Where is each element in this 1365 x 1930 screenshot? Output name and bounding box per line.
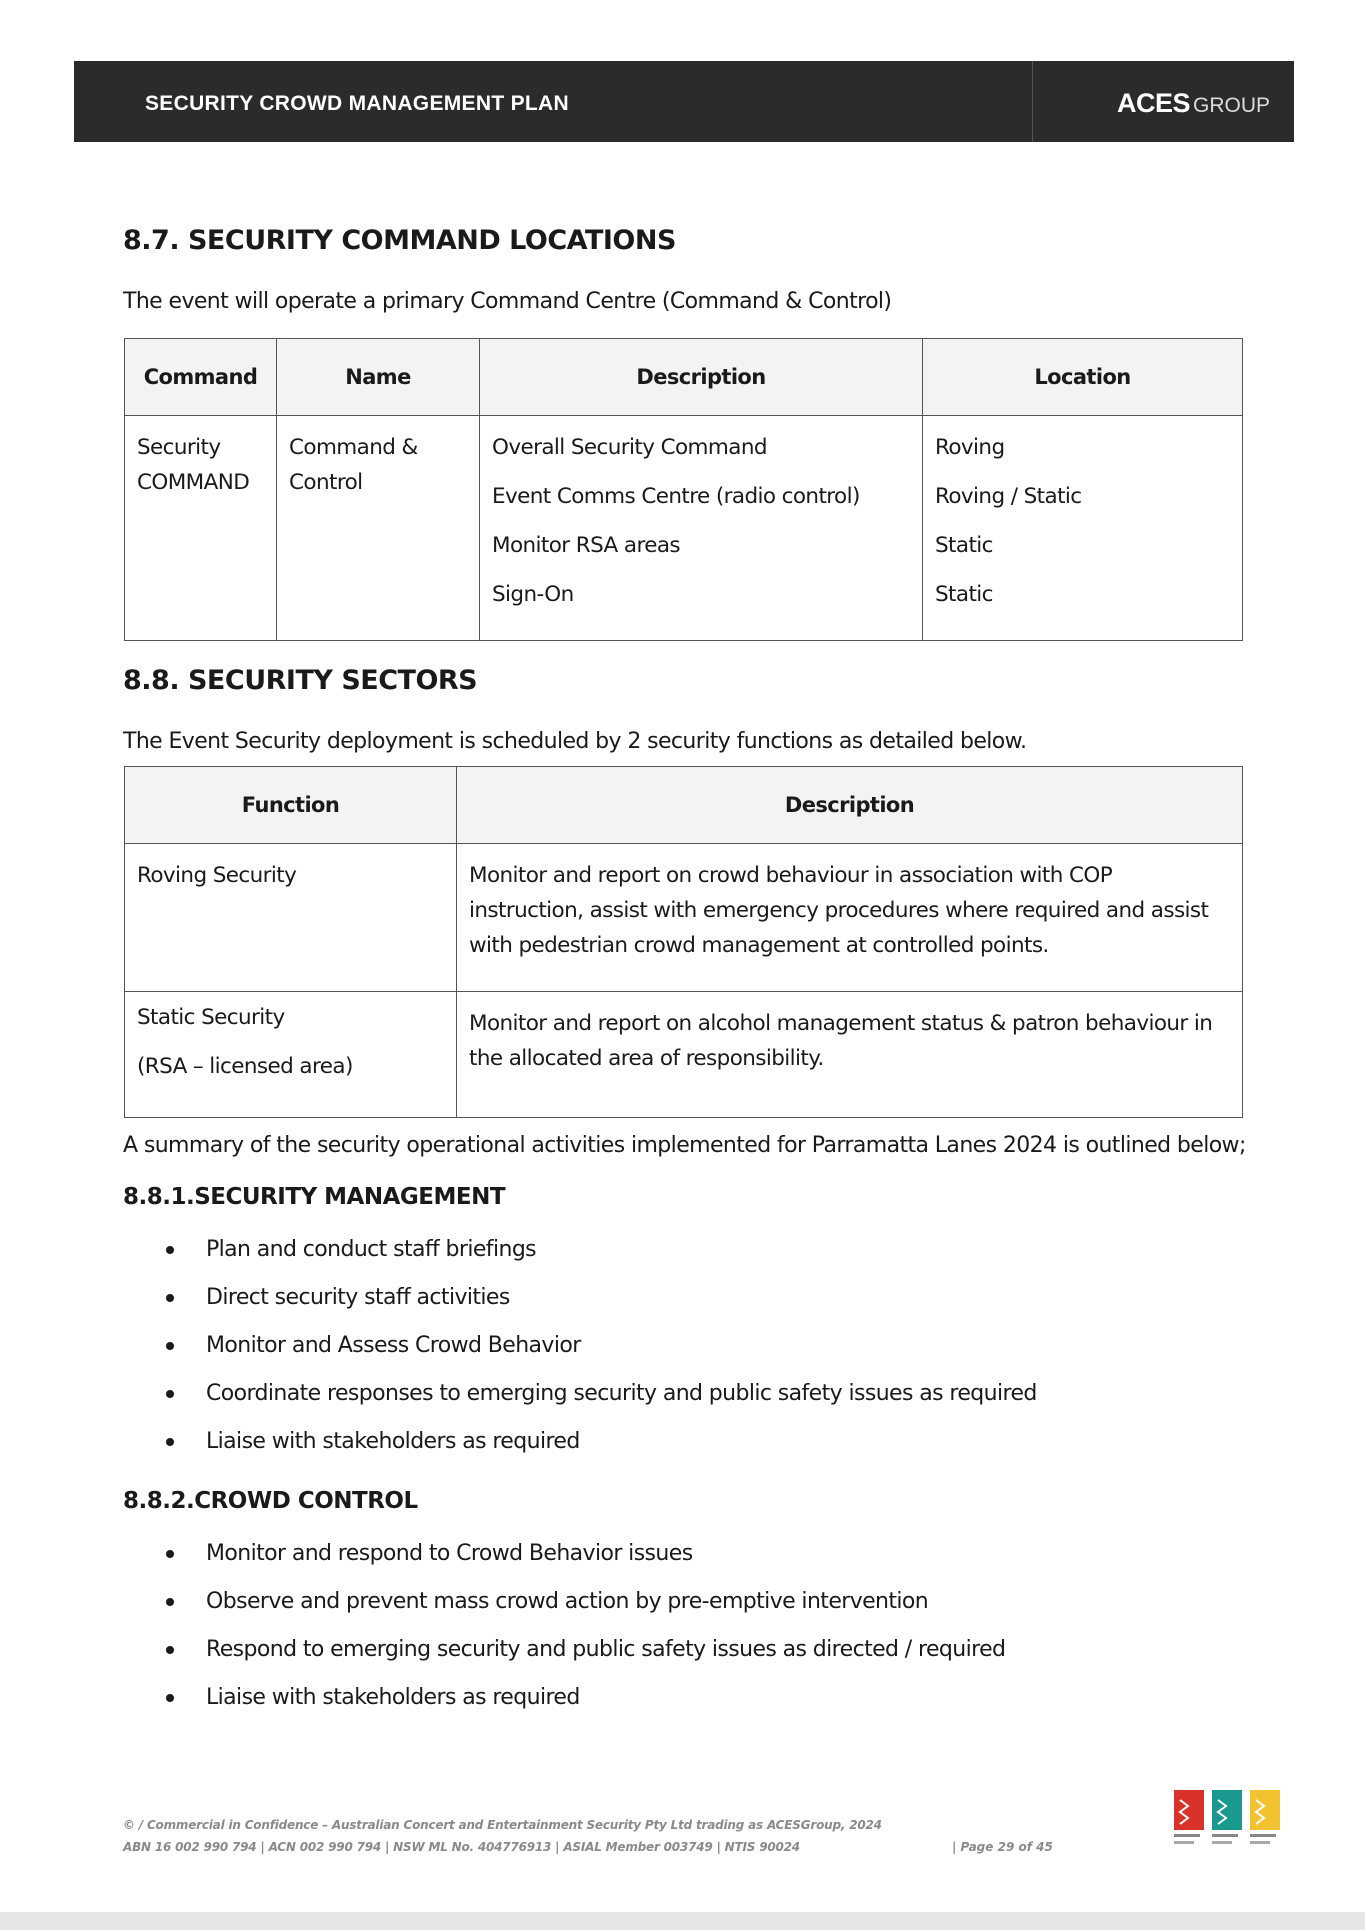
bullet-icon [166,1246,174,1254]
section-87-intro: The event will operate a primary Command Centre (Command & Control) [123,289,892,314]
footer-registration: ABN 16 002 990 794 | ACN 002 990 794 | NSW ML No. 404776913 | ASIAL Member 003749 | NTIS 90024 [123,1840,800,1854]
list-item: Plan and conduct staff briefings [160,1236,1037,1284]
bullet-icon [166,1550,174,1558]
cell-descriptions [480,416,923,641]
cell-function [125,992,457,1118]
cell-text: Overall Security Command [492,435,767,460]
cell-text: Sign-On [492,582,574,607]
col-header-description: Description [480,339,923,416]
cell-description [457,844,1243,992]
section-882-heading: 8.8.2.CROWD CONTROL [123,1488,418,1514]
bullet-icon [166,1694,174,1702]
col-header-name: Name [277,339,480,416]
cell-locations [923,416,1243,641]
section-87-heading: 8.7. SECURITY COMMAND LOCATIONS [123,225,676,256]
security-sectors-table [124,766,1243,1118]
col-header-command: Command [125,339,277,416]
col-header-location: Location [923,339,1243,416]
page-bottom-edge [0,1912,1365,1930]
bullet-icon [166,1342,174,1350]
table-row [125,992,1243,1118]
ohs-badge-icon [1250,1790,1280,1830]
cell-text: Roving [935,435,1005,460]
cell-text: Static Security [137,1005,285,1030]
footer-copyright: © / Commercial in Confidence – Australian Concert and Entertainment Security Pty Ltd trading as ACESGroup, 2024 [123,1818,882,1832]
list-item: Liaise with stakeholders as required [160,1684,1005,1732]
list-item: Coordinate responses to emerging security and public safety issues as required [160,1380,1037,1428]
bullet-icon [166,1390,174,1398]
cell-text: Event Comms Centre (radio control) [492,484,860,509]
logo-bold-text: ACES [1116,88,1190,118]
page-header [74,61,1294,142]
cell-text: (RSA – licensed area) [137,1054,353,1079]
header-divider [1032,61,1033,142]
cell-text: with pedestrian crowd management at controlled points. [469,933,1049,958]
cell-text: Monitor and report on crowd behaviour in association with COP [469,863,1113,888]
crowd-control-list [160,1540,1005,1732]
cell-text: Roving Security [137,863,297,888]
section-88-summary: A summary of the security operational activities implemented for Parramatta Lanes 2024 is outlined below; [123,1133,1246,1158]
aces-group-logo [1117,61,1270,142]
cell-command [125,416,277,641]
cell-description [457,992,1243,1118]
cell-text: Monitor RSA areas [492,533,681,558]
cell-name [277,416,480,641]
list-item: Direct security staff activities [160,1284,1037,1332]
bullet-icon [166,1598,174,1606]
cell-text: Control [289,470,363,495]
table-row [125,416,1243,641]
section-88-intro: The Event Security deployment is scheduled by 2 security functions as detailed below. [123,729,1027,754]
cell-text: Static [935,533,993,558]
list-item: Monitor and respond to Crowd Behavior issues [160,1540,1005,1588]
cell-text: Monitor and report on alcohol management status & patron behaviour in [469,1011,1213,1036]
environment-badge-icon [1212,1790,1242,1830]
cell-text: instruction, assist with emergency procedures where required and assist [469,898,1209,923]
cell-text: Command & [289,435,418,460]
header-title: SECURITY CROWD MANAGEMENT PLAN [145,92,569,115]
page-number: | Page 29 of 45 [952,1840,1053,1854]
command-locations-table [124,338,1243,641]
cell-text: Static [935,582,993,607]
bullet-icon [166,1646,174,1654]
list-item: Observe and prevent mass crowd action by pre-emptive intervention [160,1588,1005,1636]
quality-badge-icon [1174,1790,1204,1830]
cell-text: COMMAND [137,470,250,495]
cell-text: Roving / Static [935,484,1082,509]
col-header-function: Function [125,767,457,844]
cell-text: Security [137,435,221,460]
certification-badges-icon [1174,1790,1282,1852]
section-88-heading: 8.8. SECURITY SECTORS [123,665,478,696]
bullet-icon [166,1294,174,1302]
col-header-description: Description [457,767,1243,844]
list-item: Liaise with stakeholders as required [160,1428,1037,1476]
table-row [125,844,1243,992]
security-management-list [160,1236,1037,1476]
list-item: Monitor and Assess Crowd Behavior [160,1332,1037,1380]
cell-text: the allocated area of responsibility. [469,1046,824,1071]
list-item: Respond to emerging security and public safety issues as directed / required [160,1636,1005,1684]
logo-light-text: GROUP [1192,94,1270,117]
cell-function [125,844,457,992]
bullet-icon [166,1438,174,1446]
section-881-heading: 8.8.1.SECURITY MANAGEMENT [123,1184,506,1210]
